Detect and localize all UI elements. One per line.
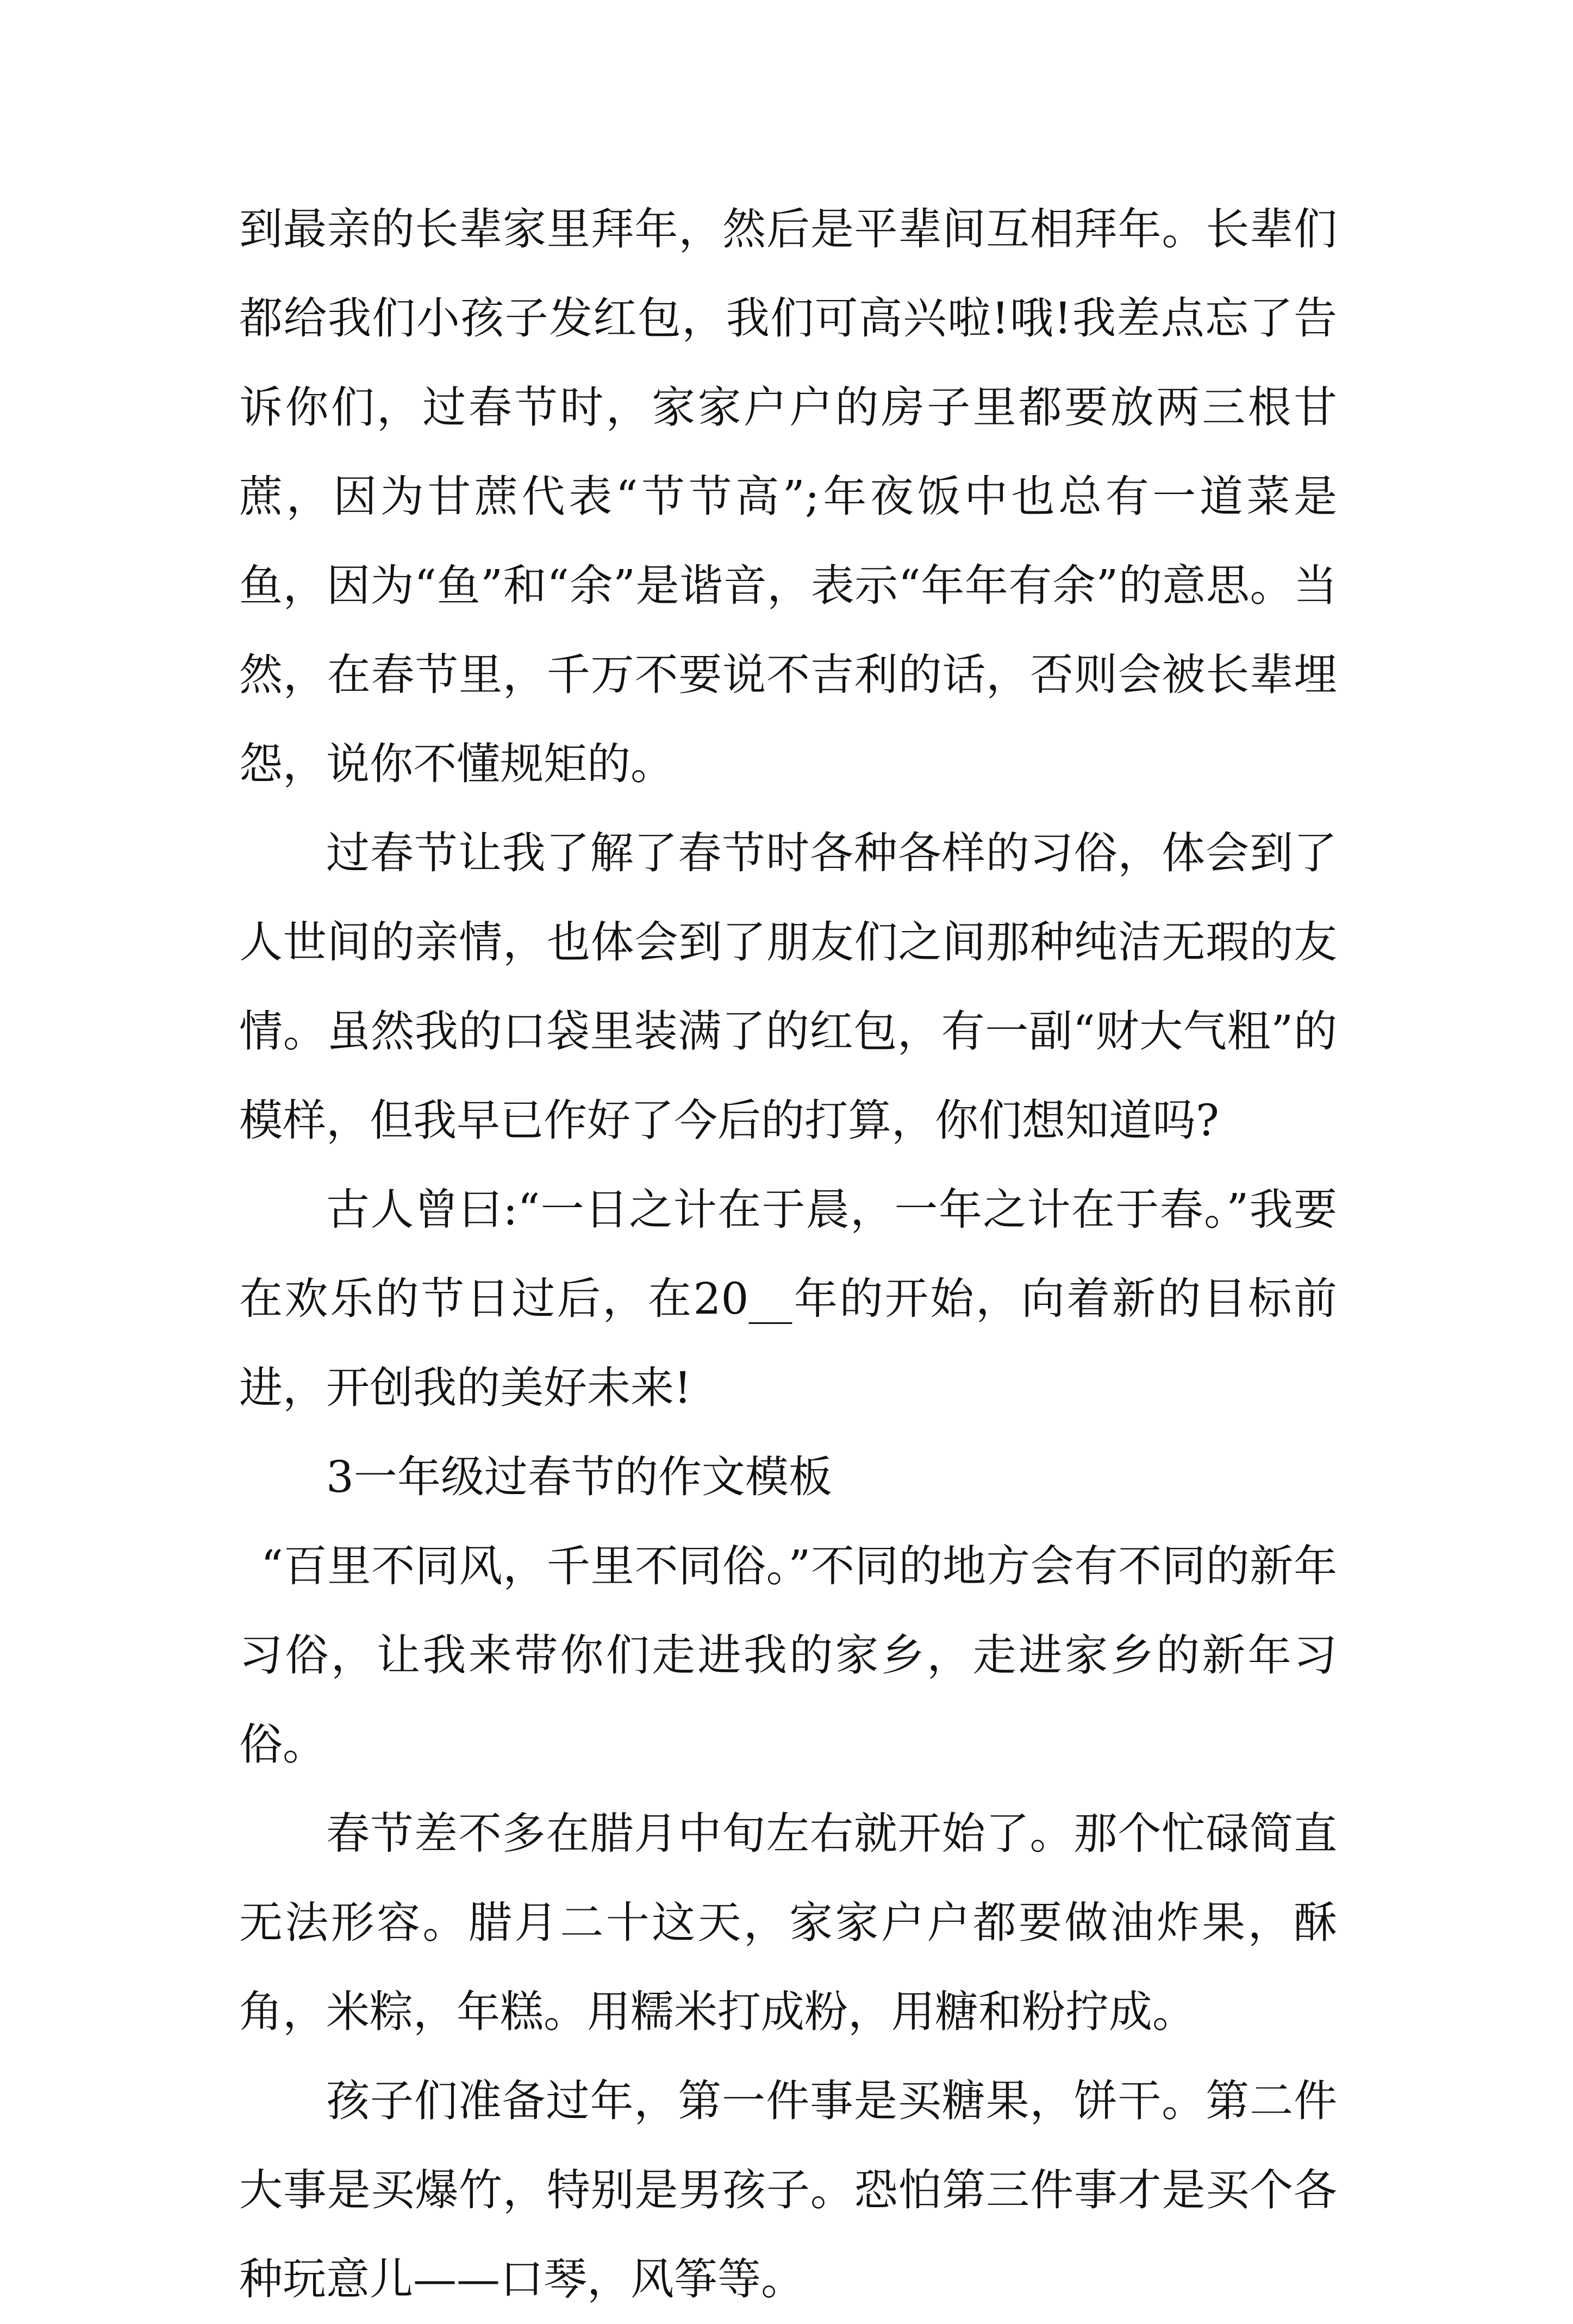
paragraph-hometown-customs: “百里不同风，千里不同俗。”不同的地方会有不同的新年习俗，让我来带你们走进我的家乡，走进家乡的新年习俗。	[239, 1541, 1337, 1770]
section-heading: 3一年级过春节的作文模板	[326, 1452, 832, 1502]
paragraph-customs-reflection: 过春节让我了解了春节时各种各样的习俗，体会到了人世间的亲情，也体会到了朋友们之间那种纯洁无瑕的友情。虽然我的口袋里装满了的红包，有一副“财大气粗”的模样，但我早已作好了今后的打算，你们想知道吗?	[239, 828, 1337, 1146]
paragraph-new-year-visits: 到最亲的长辈家里拜年，然后是平辈间互相拜年。长辈们都给我们小孩子发红包，我们可高兴啦!哦!我差点忘了告诉你们，过春节时，家家户户的房子里都要放两三根甘蔗，因为甘蔗代表“节节高”;年夜饭中也总有一道菜是鱼，因为“鱼”和“余”是谐音，表示“年年有余”的意思。当然，在春节里，千万不要说不吉利的话，否则会被长辈埋怨，说你不懂规矩的。	[239, 204, 1337, 789]
document-page	[239, 185, 1337, 2324]
paragraph-ancient-saying: 古人曾曰:“一日之计在于晨，一年之计在于春。”我要在欢乐的节日过后，在20__年的开始，向着新的目标前进，开创我的美好未来!	[239, 1184, 1337, 1413]
paragraph-festival-preparation: 春节差不多在腊月中旬左右就开始了。那个忙碌简直无法形容。腊月二十这天，家家户户都要做油炸果，酥角，米粽，年糕。用糯米打成粉，用糖和粉拧成。	[239, 1808, 1337, 2037]
paragraph-children-preparation: 孩子们准备过年，第一件事是买糖果，饼干。第二件大事是买爆竹，特别是男孩子。恐怕第三件事才是买个各种玩意儿——口琴，风筝等。	[239, 2076, 1337, 2304]
